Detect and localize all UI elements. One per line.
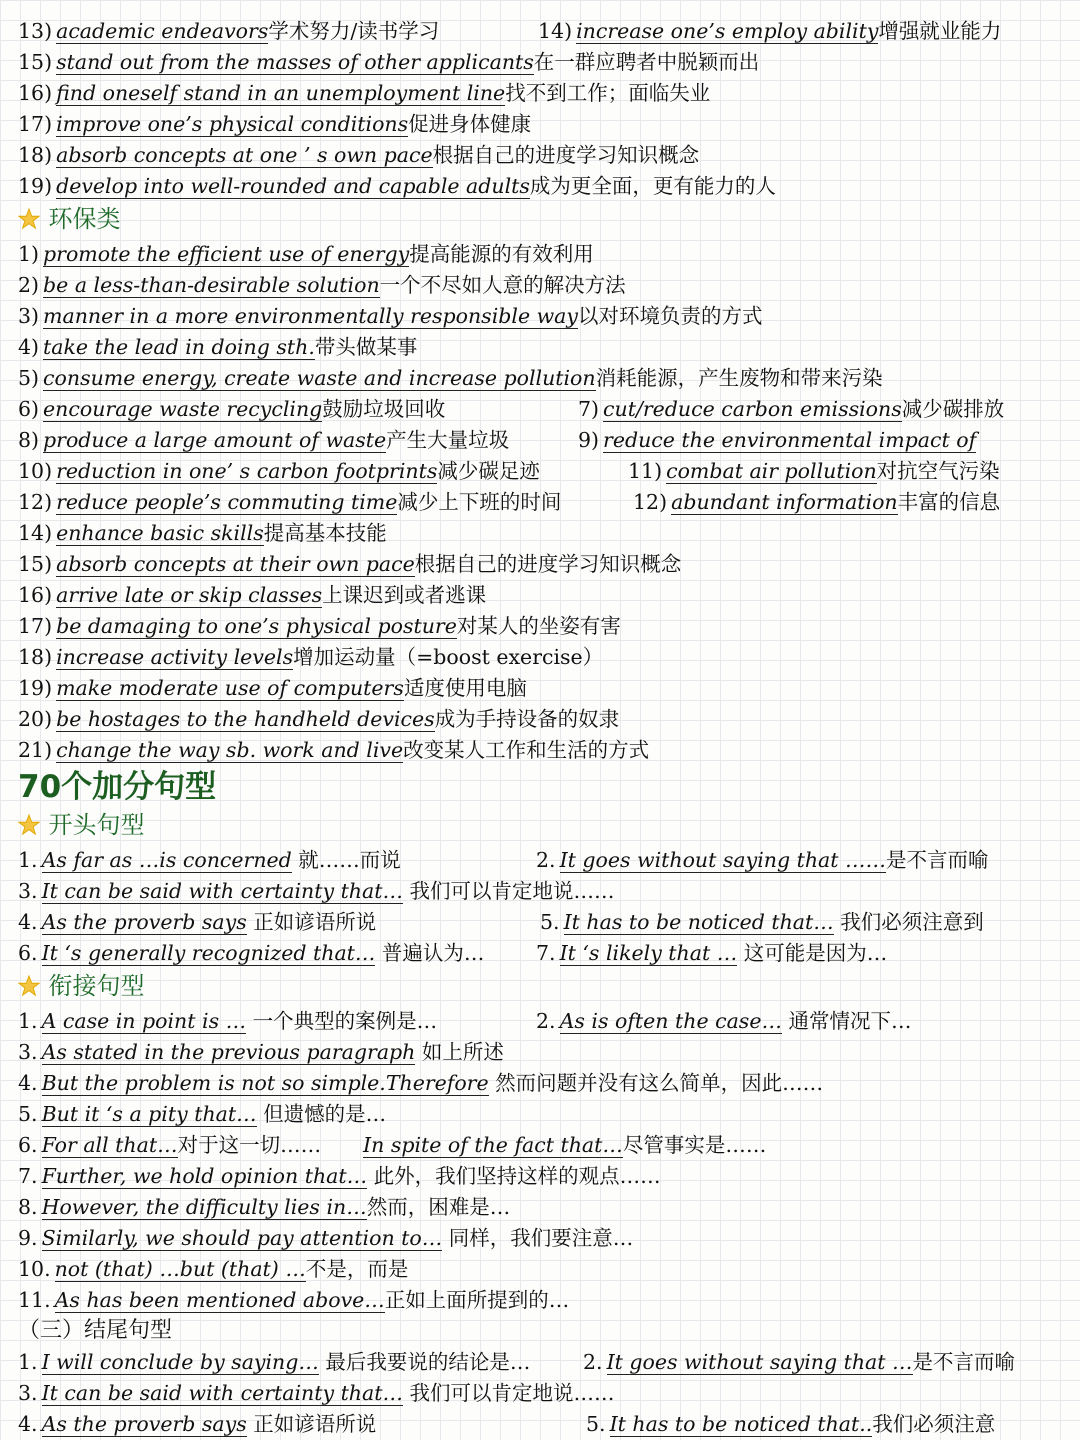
item-number: 2) bbox=[18, 273, 40, 297]
star-icon bbox=[18, 208, 40, 230]
chinese-translation: 根据自己的进度学习知识概念 bbox=[414, 552, 682, 576]
phrase-row bbox=[18, 1099, 1070, 1130]
chinese-translation: 在一群应聘者中脱颖而出 bbox=[533, 50, 760, 74]
chinese-translation: 然而问题并没有这么简单，因此…… bbox=[488, 1071, 824, 1095]
item-number: 4. bbox=[18, 1071, 38, 1095]
phrase-row bbox=[18, 109, 1070, 140]
english-phrase: be hostages to the handheld devices bbox=[56, 707, 435, 731]
chinese-translation: 上课迟到或者逃课 bbox=[322, 583, 487, 607]
item-number: 7. bbox=[536, 941, 556, 965]
chinese-translation: 成为更全面，更有能力的人 bbox=[529, 174, 776, 198]
item-number: 5. bbox=[18, 1102, 38, 1126]
item-number: 17) bbox=[18, 614, 53, 638]
item-number: 20) bbox=[18, 707, 53, 731]
phrase-item bbox=[18, 1130, 321, 1161]
item-number: 7. bbox=[18, 1164, 38, 1188]
link-heading-row bbox=[18, 971, 1070, 1002]
chinese-translation: 我们必须注意 bbox=[872, 1412, 996, 1436]
chinese-translation: 成为手持设备的奴隶 bbox=[434, 707, 620, 731]
chinese-translation: 不是，而是 bbox=[305, 1257, 409, 1281]
item-number: 12) bbox=[18, 490, 53, 514]
phrase-item bbox=[18, 845, 401, 876]
chinese-translation: 通常情况下… bbox=[781, 1009, 912, 1033]
phrase-item bbox=[633, 487, 1000, 518]
star-icon bbox=[18, 975, 40, 997]
english-phrase: be a less-than-desirable solution bbox=[43, 273, 380, 297]
item-number: 19) bbox=[18, 676, 53, 700]
end-heading-row bbox=[18, 1315, 1070, 1346]
item-number: 3. bbox=[18, 1381, 38, 1405]
chinese-translation: 我们可以肯定地说…… bbox=[402, 1381, 615, 1405]
english-phrase: encourage waste recycling bbox=[43, 397, 323, 421]
english-phrase: improve one’s physical conditions bbox=[56, 112, 409, 136]
item-number: 8) bbox=[18, 428, 40, 452]
phrase-item bbox=[18, 140, 699, 171]
chinese-translation: 但遗憾的是… bbox=[256, 1102, 387, 1126]
phrase-item bbox=[536, 938, 887, 969]
english-phrase: be damaging to one’s physical posture bbox=[56, 614, 457, 638]
item-number: 2. bbox=[583, 1350, 603, 1374]
chinese-translation: 鼓励垃圾回收 bbox=[322, 397, 446, 421]
item-number: 8. bbox=[18, 1195, 38, 1219]
item-number: 6) bbox=[18, 397, 40, 421]
english-phrase: change the way sb. work and live bbox=[56, 738, 404, 762]
phrase-row bbox=[18, 270, 1070, 301]
english-phrase: It goes without saying that … bbox=[606, 1350, 913, 1374]
english-phrase: develop into well-rounded and capable adults bbox=[56, 174, 530, 198]
open-heading-row bbox=[18, 810, 1070, 841]
link-heading: 衔接句型 bbox=[48, 972, 145, 1000]
english-phrase: It ‘s likely that … bbox=[559, 941, 738, 965]
english-phrase: find oneself stand in an unemployment line bbox=[56, 81, 506, 105]
item-number: 10) bbox=[18, 459, 53, 483]
english-phrase: absorb concepts at their own pace bbox=[56, 552, 415, 576]
phrase-row bbox=[18, 907, 1070, 938]
chinese-translation: 改变某人工作和生活的方式 bbox=[403, 738, 650, 762]
english-phrase: manner in a more environmentally responsible way bbox=[43, 304, 578, 328]
item-number: 2. bbox=[536, 1009, 556, 1033]
english-phrase: As far as …is concerned bbox=[41, 848, 292, 872]
item-number: 16) bbox=[18, 583, 53, 607]
chinese-translation: 对某人的坐姿有害 bbox=[456, 614, 621, 638]
phrase-item bbox=[18, 642, 603, 673]
chinese-translation: 学术努力/读书学习 bbox=[268, 19, 440, 43]
phrase-item bbox=[18, 704, 619, 735]
item-number: 3. bbox=[18, 879, 38, 903]
item-number: 1. bbox=[18, 848, 38, 872]
phrase-row bbox=[18, 580, 1070, 611]
chinese-translation: 根据自己的进度学习知识概念 bbox=[432, 143, 700, 167]
english-phrase: As has been mentioned above… bbox=[54, 1288, 385, 1312]
phrase-row bbox=[18, 78, 1070, 109]
item-number: 4. bbox=[18, 910, 38, 934]
phrase-item bbox=[18, 1409, 376, 1440]
chinese-translation: 一个典型的案例是… bbox=[246, 1009, 438, 1033]
english-phrase: It goes without saying that …… bbox=[559, 848, 887, 872]
phrase-item bbox=[18, 518, 387, 549]
phrase-row bbox=[18, 1037, 1070, 1068]
english-phrase: academic endeavors bbox=[56, 19, 269, 43]
phrase-row bbox=[18, 611, 1070, 642]
phrase-row bbox=[18, 845, 1070, 876]
chinese-translation: 就……而说 bbox=[291, 848, 401, 872]
english-phrase: I will conclude by saying… bbox=[41, 1350, 319, 1374]
english-phrase: Further, we hold opinion that… bbox=[41, 1164, 368, 1188]
english-phrase: abundant information bbox=[671, 490, 898, 514]
phrase-item bbox=[18, 1006, 437, 1037]
chinese-translation: 这可能是因为… bbox=[737, 941, 888, 965]
chinese-translation: 是不言而喻 bbox=[886, 848, 989, 872]
chinese-translation: 增强就业能力 bbox=[878, 19, 1002, 43]
english-phrase: A case in point is … bbox=[41, 1009, 247, 1033]
phrase-row bbox=[18, 1192, 1070, 1223]
chinese-translation: 增加运动量（=boost exercise） bbox=[293, 645, 604, 669]
phrase-row bbox=[18, 332, 1070, 363]
chinese-translation: 尽管事实是…… bbox=[622, 1133, 767, 1157]
chinese-translation: 促进身体健康 bbox=[408, 112, 532, 136]
end-heading: （三）结尾句型 bbox=[18, 1318, 173, 1343]
phrase-item bbox=[18, 907, 376, 938]
item-number: 1) bbox=[18, 242, 40, 266]
chinese-translation: 最后我要说的结论是… bbox=[318, 1350, 531, 1374]
item-number: 3. bbox=[18, 1040, 38, 1064]
phrase-item bbox=[578, 394, 1004, 425]
english-phrase: reduce the environmental impact of bbox=[603, 428, 977, 452]
phrase-row bbox=[18, 1130, 1070, 1161]
item-number: 11) bbox=[628, 459, 663, 483]
phrase-row bbox=[18, 1285, 1070, 1316]
english-phrase: promote the efficient use of energy bbox=[43, 242, 410, 266]
phrase-item bbox=[583, 1347, 1015, 1378]
phrase-row bbox=[18, 876, 1070, 907]
chinese-translation: 一个不尽如人意的解决方法 bbox=[379, 273, 626, 297]
phrase-item bbox=[18, 109, 531, 140]
phrase-item bbox=[18, 1223, 633, 1254]
phrase-row bbox=[18, 47, 1070, 78]
english-phrase: It can be said with certainty that… bbox=[41, 879, 403, 903]
phrase-row bbox=[18, 487, 1070, 518]
phrase-item bbox=[536, 1006, 912, 1037]
chinese-translation: 我们可以肯定地说…… bbox=[402, 879, 615, 903]
item-number: 16) bbox=[18, 81, 53, 105]
phrase-row bbox=[18, 938, 1070, 969]
phrase-row bbox=[18, 735, 1070, 766]
phrase-item bbox=[18, 78, 710, 109]
english-phrase: produce a large amount of waste bbox=[43, 428, 387, 452]
chinese-translation: 我们必须注意到 bbox=[833, 910, 984, 934]
chinese-translation: 对抗空气污染 bbox=[876, 459, 1000, 483]
english-phrase: stand out from the masses of other applicants bbox=[56, 50, 534, 74]
item-number: 18) bbox=[18, 645, 53, 669]
open-heading: 开头句型 bbox=[48, 811, 145, 839]
chinese-translation: 是不言而喻 bbox=[912, 1350, 1016, 1374]
phrase-item bbox=[578, 425, 976, 456]
english-phrase: combat air pollution bbox=[666, 459, 877, 483]
phrase-item bbox=[18, 735, 649, 766]
phrase-row bbox=[18, 1006, 1070, 1037]
phrase-item bbox=[363, 1130, 766, 1161]
item-number: 7) bbox=[578, 397, 600, 421]
chinese-translation: 丰富的信息 bbox=[897, 490, 1001, 514]
phrase-item bbox=[18, 487, 561, 518]
chinese-translation: 减少上下班的时间 bbox=[397, 490, 562, 514]
english-phrase: But the problem is not so simple.Therefore bbox=[41, 1071, 489, 1095]
english-phrase: take the lead in doing sth. bbox=[43, 335, 315, 359]
item-number: 12) bbox=[633, 490, 668, 514]
chinese-translation: 正如上面所提到的… bbox=[384, 1288, 570, 1312]
chinese-translation: 普遍认为… bbox=[375, 941, 485, 965]
phrase-item bbox=[540, 907, 984, 938]
phrase-item bbox=[18, 1285, 569, 1316]
item-number: 3) bbox=[18, 304, 40, 328]
phrase-row bbox=[18, 1409, 1070, 1440]
english-phrase: In spite of the fact that… bbox=[363, 1133, 623, 1157]
english-phrase: For all that… bbox=[41, 1133, 178, 1157]
english-phrase: It can be said with certainty that… bbox=[41, 1381, 403, 1405]
phrase-row bbox=[18, 301, 1070, 332]
english-phrase: As stated in the previous paragraph bbox=[41, 1040, 416, 1064]
phrase-item bbox=[18, 1254, 408, 1285]
env-heading: 环保类 bbox=[48, 205, 121, 233]
item-number: 13) bbox=[18, 19, 53, 43]
phrase-item bbox=[586, 1409, 995, 1440]
english-phrase: cut/reduce carbon emissions bbox=[603, 397, 902, 421]
phrase-item bbox=[18, 611, 621, 642]
english-phrase: It ‘s generally recognized that… bbox=[41, 941, 376, 965]
chinese-translation: 如上所述 bbox=[415, 1040, 504, 1064]
english-phrase: arrive late or skip classes bbox=[56, 583, 323, 607]
english-phrase: increase activity levels bbox=[56, 645, 294, 669]
chinese-translation: 对于这一切…… bbox=[177, 1133, 322, 1157]
phrase-item bbox=[18, 1378, 615, 1409]
phrase-row bbox=[18, 518, 1070, 549]
english-phrase: not (that) …but (that) … bbox=[54, 1257, 306, 1281]
phrase-item bbox=[18, 301, 762, 332]
item-number: 9. bbox=[18, 1226, 38, 1250]
phrase-row bbox=[18, 1254, 1070, 1285]
english-phrase: As the proverb says bbox=[41, 1412, 247, 1436]
item-number: 18) bbox=[18, 143, 53, 167]
item-number: 14) bbox=[18, 521, 53, 545]
phrase-row bbox=[18, 549, 1070, 580]
english-phrase: enhance basic skills bbox=[56, 521, 264, 545]
phrase-item bbox=[18, 47, 759, 78]
item-number: 6. bbox=[18, 1133, 38, 1157]
item-number: 11. bbox=[18, 1288, 51, 1312]
item-number: 15) bbox=[18, 50, 53, 74]
item-number: 6. bbox=[18, 941, 38, 965]
english-phrase: reduce people’s commuting time bbox=[56, 490, 398, 514]
phrase-item bbox=[18, 580, 486, 611]
chinese-translation: 同样，我们要注意… bbox=[442, 1226, 634, 1250]
phrase-item bbox=[628, 456, 1000, 487]
phrase-row bbox=[18, 171, 1070, 202]
english-phrase: But it ‘s a pity that… bbox=[41, 1102, 257, 1126]
phrase-row bbox=[18, 1347, 1070, 1378]
phrase-row bbox=[18, 140, 1070, 171]
phrase-item bbox=[18, 938, 484, 969]
env-heading-row bbox=[18, 204, 1070, 235]
phrase-item bbox=[18, 549, 681, 580]
english-phrase: increase one’s employ ability bbox=[576, 19, 879, 43]
phrase-item bbox=[18, 363, 883, 394]
english-phrase: make moderate use of computers bbox=[56, 676, 404, 700]
chinese-translation: 提高基本技能 bbox=[263, 521, 387, 545]
phrase-item bbox=[18, 425, 509, 456]
item-number: 5. bbox=[586, 1412, 606, 1436]
phrase-row bbox=[18, 673, 1070, 704]
phrase-row bbox=[18, 1161, 1070, 1192]
phrase-row bbox=[18, 1223, 1070, 1254]
item-number: 19) bbox=[18, 174, 53, 198]
phrase-item bbox=[18, 673, 527, 704]
phrase-row bbox=[18, 394, 1070, 425]
item-number: 2. bbox=[536, 848, 556, 872]
item-number: 9) bbox=[578, 428, 600, 452]
star-icon bbox=[18, 814, 40, 836]
chinese-translation: 减少碳足迹 bbox=[437, 459, 540, 483]
chinese-translation: 减少碳排放 bbox=[901, 397, 1005, 421]
chinese-translation: 消耗能源，产生废物和带来污染 bbox=[595, 366, 883, 390]
chinese-translation: 适度使用电脑 bbox=[403, 676, 527, 700]
phrase-item bbox=[18, 239, 594, 270]
chinese-translation: 正如谚语所说 bbox=[246, 1412, 377, 1436]
item-number: 5. bbox=[540, 910, 560, 934]
english-phrase: However, the difficulty lies in… bbox=[41, 1195, 367, 1219]
phrase-row bbox=[18, 16, 1070, 47]
chinese-translation: 正如谚语所说 bbox=[246, 910, 377, 934]
phrase-item bbox=[536, 845, 989, 876]
phrase-item bbox=[18, 1347, 530, 1378]
item-number: 14) bbox=[538, 19, 573, 43]
phrase-row bbox=[18, 704, 1070, 735]
chinese-translation: 找不到工作；面临失业 bbox=[505, 81, 711, 105]
chinese-translation: 带头做某事 bbox=[314, 335, 418, 359]
phrase-item bbox=[18, 1192, 510, 1223]
item-number: 1. bbox=[18, 1009, 38, 1033]
english-phrase: absorb concepts at one ’ s own pace bbox=[56, 143, 433, 167]
phrase-row bbox=[18, 425, 1070, 456]
phrase-item bbox=[18, 171, 776, 202]
chinese-translation: 然而，困难是… bbox=[366, 1195, 511, 1219]
phrase-item bbox=[18, 456, 540, 487]
phrase-item bbox=[18, 270, 626, 301]
english-phrase: As is often the case… bbox=[559, 1009, 782, 1033]
phrase-row bbox=[18, 1378, 1070, 1409]
item-number: 21) bbox=[18, 738, 53, 762]
phrase-item bbox=[18, 394, 445, 425]
item-number: 4. bbox=[18, 1412, 38, 1436]
item-number: 1. bbox=[18, 1350, 38, 1374]
english-phrase: It has to be noticed that.. bbox=[609, 1412, 873, 1436]
item-number: 4) bbox=[18, 335, 40, 359]
item-number: 17) bbox=[18, 112, 53, 136]
phrase-item bbox=[18, 1068, 823, 1099]
phrase-item bbox=[18, 1037, 504, 1068]
phrase-row bbox=[18, 456, 1070, 487]
phrase-item bbox=[18, 332, 417, 363]
phrase-item bbox=[538, 16, 1001, 47]
chinese-translation: 产生大量垃圾 bbox=[386, 428, 510, 452]
phrase-row bbox=[18, 239, 1070, 270]
english-phrase: As the proverb says bbox=[41, 910, 247, 934]
english-phrase: Similarly, we should pay attention to… bbox=[41, 1226, 443, 1250]
phrase-row bbox=[18, 1068, 1070, 1099]
item-number: 15) bbox=[18, 552, 53, 576]
item-number: 10. bbox=[18, 1257, 51, 1281]
english-phrase: consume energy, create waste and increase pollution bbox=[43, 366, 596, 390]
phrase-item bbox=[18, 1099, 386, 1130]
phrase-item bbox=[18, 876, 615, 907]
phrase-row bbox=[18, 363, 1070, 394]
chinese-translation: 此外，我们坚持这样的观点…… bbox=[367, 1164, 661, 1188]
english-phrase: reduction in one’ s carbon footprints bbox=[56, 459, 438, 483]
english-phrase: It has to be noticed that… bbox=[563, 910, 834, 934]
item-number: 5) bbox=[18, 366, 40, 390]
chinese-translation: 提高能源的有效利用 bbox=[409, 242, 594, 266]
phrase-row bbox=[18, 642, 1070, 673]
chinese-translation: 以对环境负责的方式 bbox=[577, 304, 763, 328]
phrase-item bbox=[18, 1161, 661, 1192]
phrase-item bbox=[18, 16, 439, 47]
page-title: 70个加分句型 bbox=[18, 769, 217, 805]
